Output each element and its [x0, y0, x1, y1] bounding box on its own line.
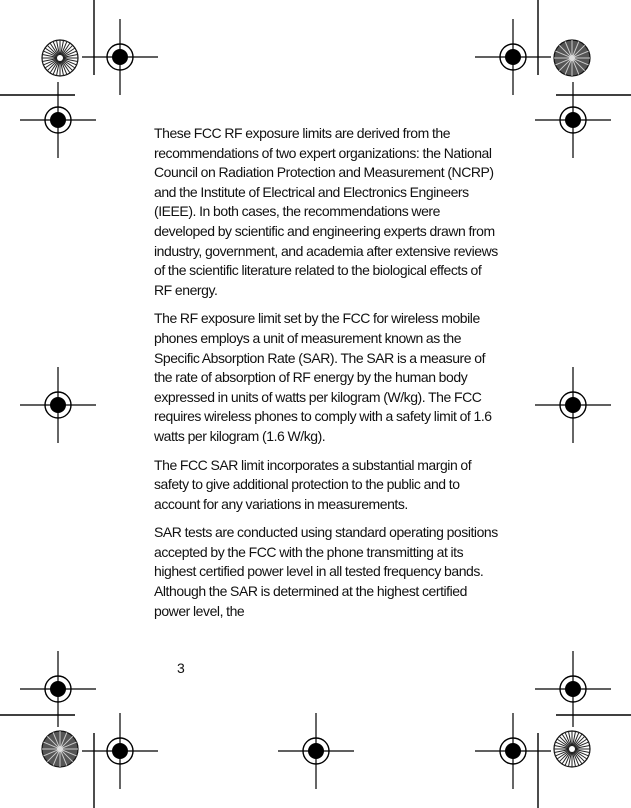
registration-mark-left-2 — [20, 367, 96, 443]
paragraph-sar-definition: The RF exposure limit set by the FCC for wireless mobile phones employs a unit of measurement known as the Specific Absorption Rate (SAR). The SAR is a measure of the rate of absorption of RF energy by the human body expressed in units of watts per kilogram (W/kg). The FCC requires wireless phones to comply with a safety limit of 1.6 watts per kilogram (1.6 W/kg). — [154, 310, 492, 444]
paragraph-fcc-limits: These FCC RF exposure limits are derived from the recommendations of two expert organizations: the National Council on Radiation Protection and Measurement (NCRP) and the Institute of Electrical and Electronics Engineers (IEEE). In both cases, the recommendations were developed by scientific and engineering experts drawn from industry, government, and academia after extensive reviews of the scientific literature related to the biological effects of RF energy. — [154, 125, 498, 298]
starburst-mark-top-right — [554, 40, 590, 76]
registration-mark-bottom-3 — [475, 713, 551, 789]
paragraph-sar-tests: SAR tests are conducted using standard operating positions accepted by the FCC with the phone transmitting at its highest certified power level in all tested frequency bands. Although the SAR is determined at the highest certified power level, the — [154, 524, 498, 619]
page-number: 3 — [177, 660, 185, 676]
starburst-mark-bottom-right — [554, 731, 590, 767]
registration-mark-top-2 — [475, 19, 551, 95]
registration-mark-left-1 — [20, 82, 96, 158]
registration-mark-right-1 — [535, 82, 611, 158]
paragraph-safety-margin: The FCC SAR limit incorporates a substantial margin of safety to give additional protection to the public and to account for any variations in measurements. — [154, 456, 472, 512]
registration-mark-right-2 — [535, 367, 611, 443]
registration-mark-bottom-2 — [278, 713, 354, 789]
body-text — [154, 124, 499, 630]
starburst-mark-top-left — [42, 40, 78, 76]
starburst-mark-bottom-left — [42, 731, 78, 767]
